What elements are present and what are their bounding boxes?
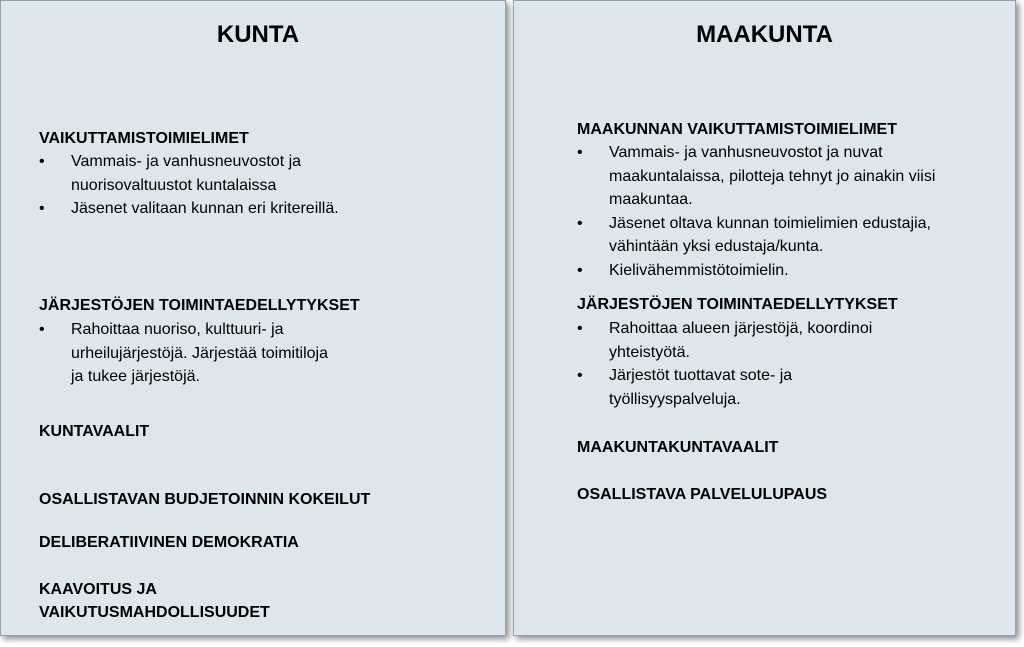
list-item: • Vammais- ja vanhusneuvostot ja nuvat maakuntalaissa, pilotteja tehnyt jo ainakin viisi maakuntaa.: [577, 141, 952, 212]
list-item: • Kielivähemmistötoimielin.: [577, 259, 952, 283]
maakunta-palvelulupaus: OSALLISTAVA PALVELULUPAUS: [577, 486, 828, 503]
maakunta-title: MAAKUNTA: [696, 21, 833, 48]
list-item: • Rahoittaa alueen järjestöjä, koordinoi yhteistyötä.: [577, 317, 917, 364]
maakunta-kuntavaalit: MAAKUNTAKUNTAVAALIT: [577, 439, 779, 456]
kunta-panel: [0, 0, 506, 636]
kunta-kaavoitus-line2: VAIKUTUSMAHDOLLISUUDET: [39, 604, 270, 621]
kunta-deliberatiivinen: DELIBERATIIVINEN DEMOKRATIA: [39, 534, 299, 551]
list-item: • Jäsenet oltava kunnan toimielimien edustajia, vähintään yksi edustaja/kunta.: [577, 212, 952, 259]
kunta-budjetointi: OSALLISTAVAN BUDJETOINNIN KOKEILUT: [39, 491, 371, 508]
kunta-title: KUNTA: [216, 21, 300, 48]
list-item: • Järjestöt tuottavat sote- ja työllisyyspalveluja.: [577, 364, 917, 411]
kunta-vaikuttamis-heading: VAIKUTTAMISTOIMIELIMET: [39, 130, 249, 147]
maakunta-vaikuttamis-heading: MAAKUNNAN VAIKUTTAMISTOIMIELIMET: [577, 121, 897, 138]
list-item: • Jäsenet valitaan kunnan eri kritereillä.: [39, 197, 349, 221]
maakunta-jarjestot-heading: JÄRJESTÖJEN TOIMINTAEDELLYTYKSET: [577, 296, 898, 313]
kunta-vaikuttamis-list: [39, 150, 349, 221]
list-item: • Rahoittaa nuoriso, kulttuuri- ja urheilujärjestöjä. Järjestää toimitiloja ja tukee järjestöjä.: [39, 318, 339, 389]
list-item: • Vammais- ja vanhusneuvostot ja nuorisovaltuustot kuntalaissa: [39, 150, 349, 197]
kunta-jarjestot-list: [39, 318, 339, 389]
kunta-kuntavaalit: KUNTAVAALIT: [39, 423, 150, 440]
maakunta-panel: [513, 0, 1016, 636]
kunta-jarjestot-heading: JÄRJESTÖJEN TOIMINTAEDELLYTYKSET: [39, 297, 360, 314]
maakunta-jarjestot-list: [577, 317, 917, 411]
kunta-kaavoitus-line1: KAAVOITUS JA: [39, 581, 157, 598]
maakunta-vaikuttamis-list: [577, 141, 952, 282]
